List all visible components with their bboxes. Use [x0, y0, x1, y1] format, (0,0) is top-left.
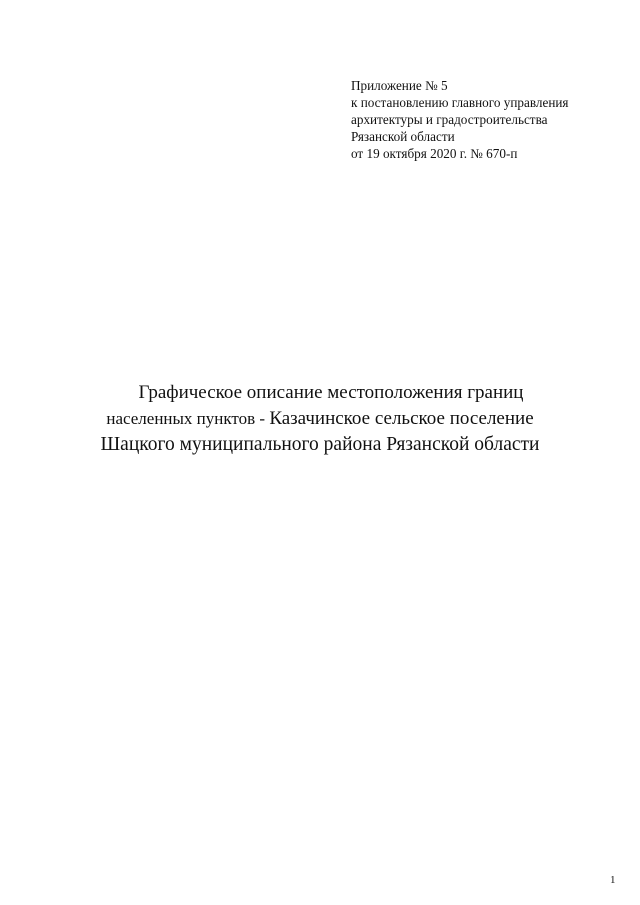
title-line-2: [40, 406, 600, 432]
page-number: 1: [610, 874, 616, 886]
document-title: [40, 380, 600, 458]
title-line-3: Шацкого муниципального района Рязанской области: [100, 434, 540, 455]
appendix-header: [351, 77, 621, 162]
appendix-region-line: Рязанской области: [351, 129, 455, 144]
title-line-1: Графическое описание местоположения границ: [138, 382, 524, 403]
appendix-resolution-line: к постановлению главного управления: [351, 95, 569, 110]
appendix-date-line: от 19 октября 2020 г. № 670-п: [351, 146, 518, 161]
title-line-2-settlement: Казачинское сельское поселение: [269, 408, 534, 429]
appendix-number: Приложение № 5: [351, 78, 448, 93]
title-line-2-prefix: населенных пунктов -: [106, 409, 270, 428]
appendix-department-line: архитектуры и градостроительства: [351, 112, 548, 127]
